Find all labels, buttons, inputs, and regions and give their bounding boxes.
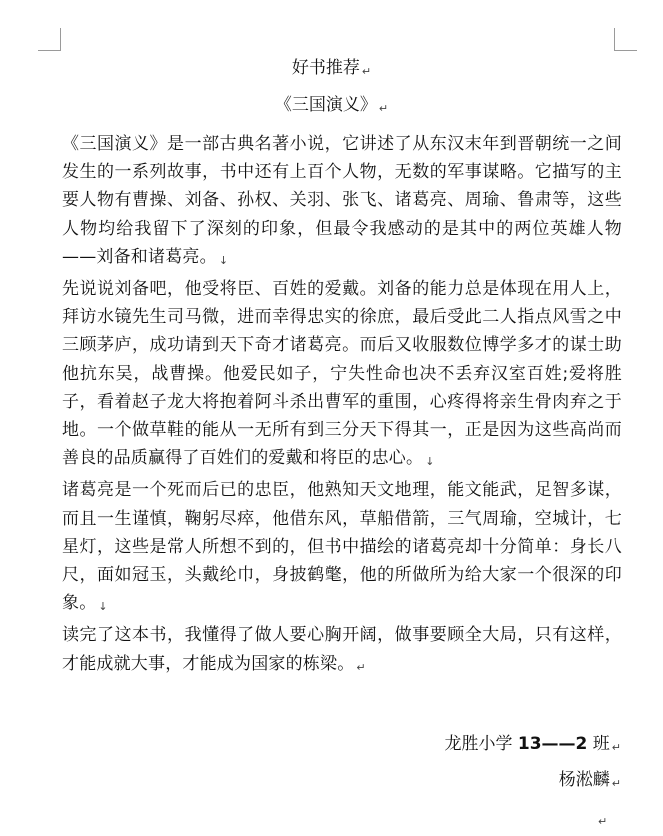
document-heading — [0, 53, 663, 78]
author-name: 杨淞麟 — [558, 770, 610, 790]
paragraph-text: 先说说刘备吧，他受将臣、百姓的爱戴。刘备的能力总是体现在用人上，拜访水镜先生司马微，进而幸得忠实的徐庶，最后受此二人指点风雪之中三顾茅庐，成功请到天下奇才诸葛亮。而后又收服数位博学多才的谋士助他抗东吴，战曹操。他爱民如子，宁失性命也决不丢弃汉室百姓;爱将胜子，看着赵子龙大将抱着阿斗杀出曹军的重围，心疼得将亲生骨肉弃之于地。一个做草鞋的能从一无所有到三分天下得其一，正是因为这些高尚而善良的品质赢得了百姓们的爱戴和将臣的忠心。 — [62, 279, 622, 469]
paragraph-mark-icon: ↵ — [611, 741, 621, 754]
book-title-text: 《三国演义》 — [274, 95, 377, 115]
class-number: 13——2 — [517, 734, 588, 754]
paragraph-text: 《三国演义》是一部古典名著小说，它讲述了从东汉末年到晋朝统一之间发生的一系列故事，书中还有上百个人物，无数的军事谋略。它描写的主要人物有曹操、刘备、孙权、关羽、张飞、诸葛亮、周瑜、鲁肃等，这些人物均给我留下了深刻的印象，但最令我感动的是其中的两位英雄人物——刘备和诸葛亮。 — [62, 134, 622, 267]
heading-text: 好书推荐 — [291, 58, 360, 78]
paragraph-text: 读完了这本书，我懂得了做人要心胸开阔，做事要顾全大局，只有这样，才能成就大事，才能成为国家的栋梁。 — [62, 625, 622, 674]
line-break-mark-icon: ↓ — [218, 253, 229, 267]
line-break-mark-icon: ↓ — [425, 455, 435, 469]
paragraph-text: 诸葛亮是一个死而后已的忠臣，他熟知天文地理，能文能武，足智多谋，而且一生谨慎，鞠躬尽瘁，他借东风，草船借箭，三气周瑜，空城计，七星灯，这些是常人所想不到的，但书中描绘的诸葛亮却十分简单：身长八尺，面如冠玉，头戴纶巾，身披鹤氅，他的所做所为给大家一个很深的印象。 — [62, 480, 622, 614]
line-break-mark-icon: ↓ — [98, 600, 108, 614]
paragraph-mark-icon: ↵ — [611, 777, 621, 790]
document-body — [62, 130, 622, 682]
paragraph-2 — [62, 275, 622, 476]
end-paragraph-mark-icon: ↵ — [598, 815, 608, 828]
paragraph-3 — [62, 476, 622, 621]
book-title — [0, 90, 663, 115]
paragraph-4 — [62, 621, 622, 681]
signature-school-class — [444, 729, 621, 754]
paragraph-1 — [62, 130, 622, 275]
signature-author — [559, 765, 621, 790]
paragraph-mark-icon: ↵ — [356, 660, 366, 674]
class-suffix: 班 — [587, 734, 610, 754]
paragraph-mark-icon: ↵ — [378, 102, 389, 115]
paragraph-mark-icon: ↵ — [361, 65, 372, 78]
school-name: 龙胜小学 — [444, 734, 518, 754]
crop-mark-top-left — [38, 28, 61, 51]
crop-mark-top-right — [614, 28, 637, 51]
